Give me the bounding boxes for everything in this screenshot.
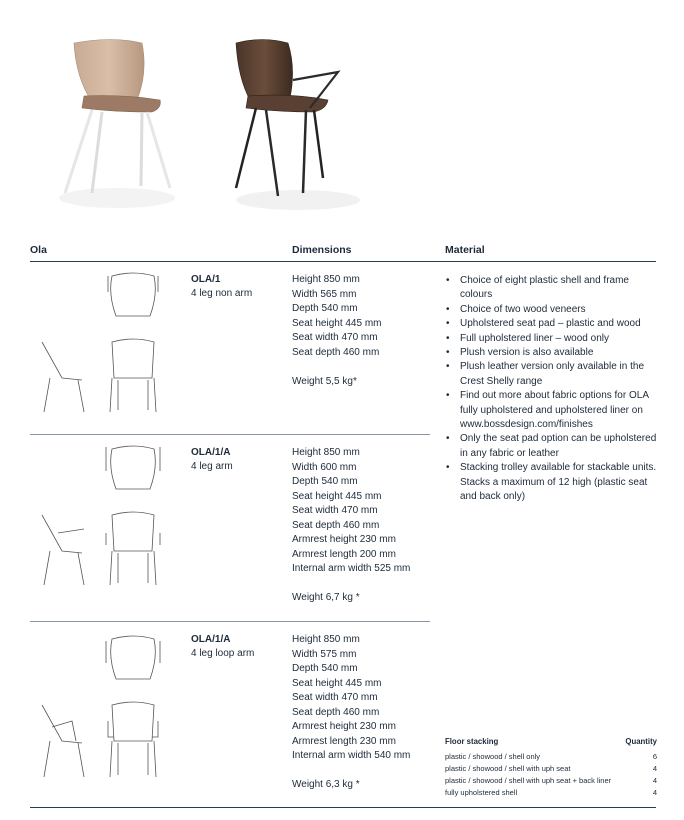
dim-seat-height: Seat height 445 mm [292, 677, 382, 689]
floor-stacking-row-label: plastic / showood / shell only [445, 752, 541, 761]
floor-stacking-row [445, 752, 657, 761]
product-header: Ola [30, 244, 47, 256]
dim-seat-depth: Seat depth 460 mm [292, 346, 380, 358]
material-item: • Only the seat pad option can be upholstered in any fabric or leather [445, 432, 660, 461]
dim-seat-height: Seat height 445 mm [292, 317, 382, 329]
dim-depth: Depth 540 mm [292, 303, 358, 314]
floor-stacking-row-qty: 4 [652, 764, 657, 773]
dim-height: Height 850 mm [292, 447, 360, 458]
floor-stacking-row-label: fully upholstered shell [445, 788, 518, 797]
header-divider [30, 261, 656, 262]
chair-photo-dark-wood [218, 38, 368, 213]
material-item: • Stacking trolley available for stackable units. Stacks a maximum of 12 high (plastic seat and back only) [445, 461, 660, 504]
dim-internal-arm-width: Internal arm width 525 mm [292, 563, 411, 574]
dim-weight: Weight 5,5 kg* [292, 375, 357, 387]
floor-stacking-header [445, 737, 657, 746]
material-item: • Find out more about fabric options for OLA fully upholstered and upholstered liner on www.bossdesign.com/finishes [445, 389, 660, 432]
floor-stacking-row-label: plastic / showood / shell with uph seat + back liner [445, 776, 612, 785]
material-header: Material [445, 244, 485, 256]
variant-2-divider [30, 621, 430, 622]
floor-stacking-quantity-label: Quantity [625, 737, 657, 746]
chair-photo-light-wood [52, 38, 182, 213]
variant-1-dimensions [292, 273, 382, 389]
dim-seat-width: Seat width 470 mm [292, 505, 378, 516]
variant-1-description: 4 leg non arm [191, 288, 253, 299]
material-item: • Plush leather version only available in the Crest Shelly range [445, 360, 660, 389]
variant-2-code: OLA/1/A [191, 447, 231, 458]
material-item: • Full upholstered liner – wood only [445, 332, 660, 346]
variant-1-code: OLA/1 [191, 274, 221, 285]
material-item: • Upholstered seat pad – plastic and wood [445, 317, 660, 331]
footer-divider [30, 807, 656, 808]
material-item: • Plush version is also available [445, 346, 660, 360]
dimensions-header: Dimensions [292, 244, 352, 256]
floor-stacking-row [445, 764, 657, 773]
dim-height: Height 850 mm [292, 274, 360, 285]
variant-1-divider [30, 434, 430, 435]
variant-2-dimensions [292, 446, 410, 606]
material-item: • Choice of eight plastic shell and frame colours [445, 274, 660, 303]
variant-3-description: 4 leg loop arm [191, 648, 255, 659]
dim-armrest-length: Armrest length 230 mm [292, 735, 396, 747]
floor-stacking-row-qty: 4 [652, 776, 657, 785]
variant-3-code: OLA/1/A [191, 634, 231, 645]
variant-1-drawings [38, 270, 178, 418]
variant-2-description: 4 leg arm [191, 461, 233, 472]
floor-stacking-row-label: plastic / showood / shell with uph seat [445, 764, 571, 773]
dim-seat-width: Seat width 470 mm [292, 692, 378, 703]
floor-stacking-row-qty: 6 [652, 752, 657, 761]
floor-stacking-row [445, 776, 657, 785]
material-list [445, 274, 660, 505]
dim-seat-width: Seat width 470 mm [292, 332, 378, 343]
dim-seat-depth: Seat depth 460 mm [292, 706, 380, 718]
dim-seat-depth: Seat depth 460 mm [292, 519, 380, 531]
floor-stacking-title: Floor stacking [445, 737, 499, 746]
dim-depth: Depth 540 mm [292, 476, 358, 487]
dim-height: Height 850 mm [292, 634, 360, 645]
dim-internal-arm-width: Internal arm width 540 mm [292, 750, 411, 761]
dim-seat-height: Seat height 445 mm [292, 490, 382, 502]
dim-armrest-height: Armrest height 230 mm [292, 721, 396, 732]
dim-weight: Weight 6,3 kg * [292, 779, 360, 790]
dim-armrest-length: Armrest length 200 mm [292, 548, 396, 560]
variant-2-drawings [38, 443, 178, 591]
dim-weight: Weight 6,7 kg * [292, 592, 360, 603]
variant-3-drawings [38, 633, 178, 783]
floor-stacking-row-qty: 4 [652, 788, 657, 797]
dim-depth: Depth 540 mm [292, 663, 358, 674]
dim-width: Width 565 mm [292, 288, 357, 300]
material-item: • Choice of two wood veneers [445, 303, 660, 317]
dim-width: Width 575 mm [292, 648, 357, 660]
floor-stacking-row [445, 788, 657, 797]
variant-3-dimensions [292, 633, 410, 793]
dim-armrest-height: Armrest height 230 mm [292, 534, 396, 545]
dim-width: Width 600 mm [292, 461, 357, 473]
